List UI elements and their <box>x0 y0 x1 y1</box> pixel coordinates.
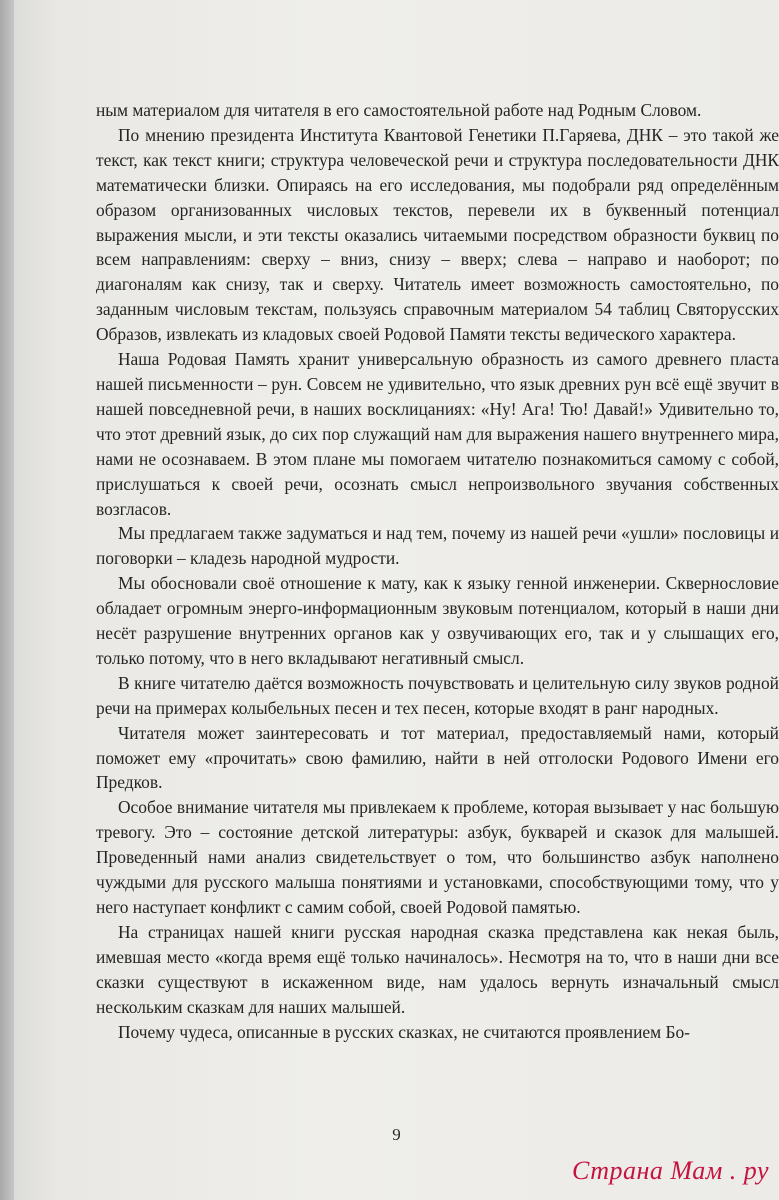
page-text <box>96 98 779 1044</box>
paragraph-8: Особое внимание читателя мы привлекаем к проблеме, которая вызывает у нас большую тревогу. Это – состояние детской литературы: азбук, букварей и сказок для малышей. Проведенный нами анализ свидетельствует о том, что большинство азбук наполнено чуждыми для русского малыша понятиями и установками, способствующими тому, что у него наступает конфликт с самим собой, своей Родовой памятью. <box>96 797 779 917</box>
paragraph-5: Мы обосновали своё отношение к мату, как к языку генной инженерии. Сквернословие обладает огромным энерго-информационным звуковым потенциалом, который в наши дни несёт разрушение внутренних органов как у озвучивающих его, так и у слышащих его, только потому, что в него вкладывают негативный смысл. <box>96 573 779 668</box>
book-page <box>14 0 779 1200</box>
paragraph-6: В книге читателю даётся возможность почувствовать и целительную силу звуков родной речи на примерах колыбельных песен и тех песен, которые входят в ранг народных. <box>96 672 779 718</box>
watermark-logo: Страна Мам . ру <box>572 1156 769 1185</box>
paragraph-7: Читателя может заинтересовать и тот материал, предоставляемый нами, который поможет ему «прочитать» свою фамилию, найти в ней отголоски Родового Имени его Предков. <box>96 722 779 793</box>
paragraph-9: На страницах нашей книги русская народная сказка представлена как некая быль, имевшая место «когда время ещё только начиналось». Несмотря на то, что в наши дни все сказки существуют в искаженном виде, нам удалось вернуть изначальный смысл нескольким сказкам для наших малышей. <box>96 921 779 1017</box>
binding-shadow <box>0 0 14 1200</box>
paragraph-4: Мы предлагаем также задуматься и над тем, почему из нашей речи «ушли» пословицы и поговорки – кладезь народной мудрости. <box>96 523 779 569</box>
paragraph-10: Почему чудеса, описанные в русских сказках, не считаются проявлением Бо- <box>118 1021 690 1042</box>
paragraph-1: ным материалом для читателя в его самостоятельной работе над Родным Словом. <box>96 100 702 120</box>
page-number: 9 <box>392 1125 401 1144</box>
paragraph-3: Наша Родовая Память хранит универсальную образность из самого древнего пласта нашей письменности – рун. Совсем не удивительно, что язык древних рун всё ещё звучит в нашей повседневной речи, в наших восклицаниях: «Ну! Ага! Тю! Давай!» Удивительно то, что этот древний язык, до сих пор служащий нам для выражения нашего внутреннего мира, нами не осознаваем. В этом плане мы помогаем читателю познакомиться самому с собой, прислушаться к своей речи, осознать смысл непроизвольного звучания собственных возгласов. <box>96 349 779 519</box>
paragraph-2: По мнению президента Института Квантовой Генетики П.Гаряева, ДНК – это такой же текст, как текст книги; структура человеческой речи и структура последовательности ДНК математически близки. Опираясь на его исследования, мы подобрали ряд определённым образом организованных числовых текстов, перевели их в буквенный потенциал выражения мысли, и эти тексты оказались читаемыми посредством образности буквиц по всем направлениям: сверху – вниз, снизу – вверх; слева – направо и наоборот; по диагоналям как снизу, так и сверху. Читатель имеет возможность самостоятельно, по заданным числовым текстам, пользуясь справочным материалом 54 таблиц Святорусских Образов, извлекать из кладовых своей Родовой Памяти тексты ведического характера. <box>96 124 779 345</box>
